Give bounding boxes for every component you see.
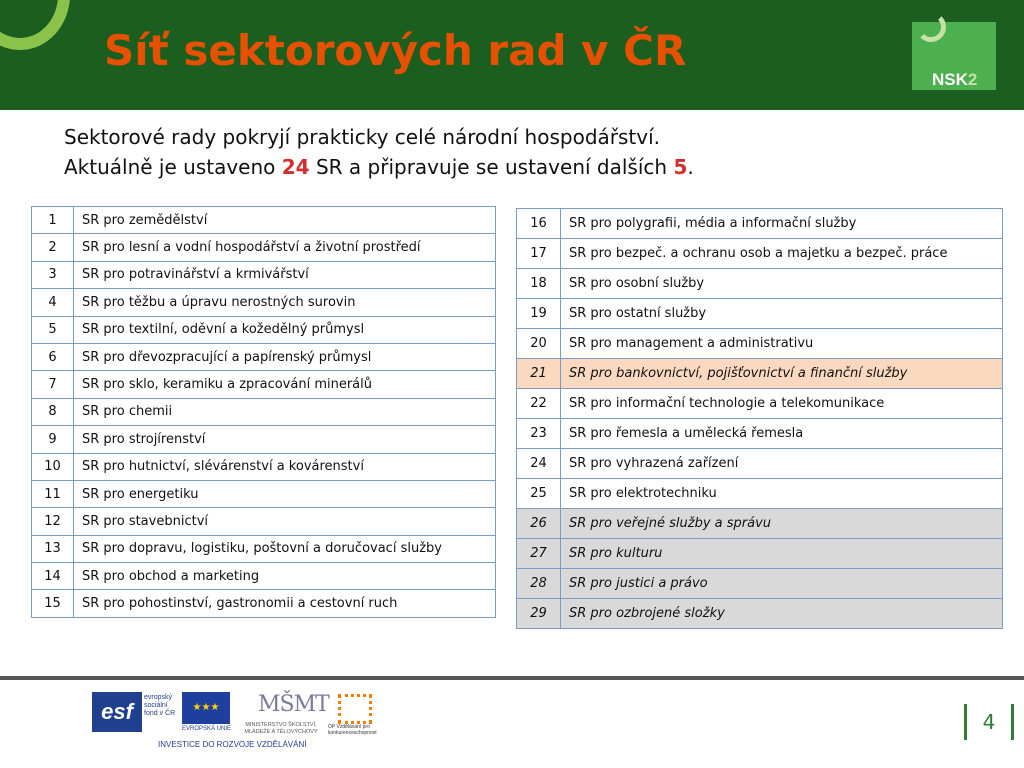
op-text: OP Vzdělávání pro konkurenceschopnost [328, 724, 377, 736]
table-row: 23 SR pro řemesla a umělecká řemesla [517, 419, 1003, 449]
table-row: 24 SR pro vyhrazená zařízení [517, 449, 1003, 479]
table-row: 6 SR pro dřevozpracující a papírenský průmysl [32, 343, 496, 370]
esf-logo: esf [92, 692, 142, 732]
count-planned: 5 [673, 155, 688, 179]
table-row: 5 SR pro textilní, oděvní a kožedělný průmysl [32, 316, 496, 343]
table-row: 16 SR pro polygrafii, média a informační služby [517, 209, 1003, 239]
op-logo-icon [338, 694, 372, 724]
eu-text: EVROPSKÁ UNIE [182, 726, 232, 732]
sector-councils-table-left [31, 206, 496, 618]
logo-arc-icon [916, 12, 946, 42]
table-row: 9 SR pro strojírenství [32, 426, 496, 453]
table-row: 2 SR pro lesní a vodní hospodářství a životní prostředí [32, 234, 496, 261]
table-row: 7 SR pro sklo, keramiku a zpracování minerálů [32, 371, 496, 398]
msmt-text: MINISTERSTVO ŠKOLSTVÍ, MLÁDEŽE A TĚLOVÝCHOVY [244, 722, 318, 735]
table-row-planned: 29 SR pro ozbrojené složky [517, 599, 1003, 629]
decorative-arc-icon [0, 0, 70, 50]
table-row: 18 SR pro osobní služby [517, 269, 1003, 299]
table-row-planned: 26 SR pro veřejné služby a správu [517, 509, 1003, 539]
footer-divider [0, 676, 1024, 680]
page-number: 4 [964, 704, 1014, 740]
table-row-highlighted: 21 SR pro bankovnictví, pojišťovnictví a finanční služby [517, 359, 1003, 389]
nsk2-logo [912, 22, 996, 90]
logo-text: NSK [932, 70, 968, 89]
table-row: 10 SR pro hutnictví, slévárenství a kovárenství [32, 453, 496, 480]
table-row: 11 SR pro energetiku [32, 480, 496, 507]
table-row: 13 SR pro dopravu, logistiku, poštovní a doručovací služby [32, 535, 496, 562]
slide-title: Síť sektorových rad v ČR [104, 26, 687, 75]
table-row-planned: 27 SR pro kulturu [517, 539, 1003, 569]
table-row: 15 SR pro pohostinství, gastronomii a cestovní ruch [32, 590, 496, 617]
intro-line-1: Sektorové rady pokryjí prakticky celé národní hospodářství. [64, 125, 661, 149]
table-row: 14 SR pro obchod a marketing [32, 563, 496, 590]
footer-logos [92, 692, 392, 752]
table-row: 25 SR pro elektrotechniku [517, 479, 1003, 509]
eu-flag-icon: ★★★ [182, 692, 230, 724]
table-row: 4 SR pro těžbu a úpravu nerostných surovin [32, 289, 496, 316]
table-row: 1 SR pro zemědělství [32, 207, 496, 234]
table-row: 12 SR pro stavebnictví [32, 508, 496, 535]
count-established: 24 [281, 155, 310, 179]
table-row: 17 SR pro bezpeč. a ochranu osob a majetku a bezpeč. práce [517, 239, 1003, 269]
msmt-logo: MŠMT [258, 692, 329, 717]
table-row-planned: 28 SR pro justici a právo [517, 569, 1003, 599]
investice-text: INVESTICE DO ROZVOJE VZDĚLÁVÁNÍ [158, 740, 307, 749]
esf-text: evropský sociální fond v ČR [144, 694, 176, 717]
logo-number: 2 [967, 70, 978, 89]
table-row: 3 SR pro potravinářství a krmivářství [32, 261, 496, 288]
sector-councils-table-right [516, 208, 1003, 629]
table-row: 19 SR pro ostatní služby [517, 299, 1003, 329]
intro-line-2: Aktuálně je ustaveno 24 SR a připravuje se ustavení dalších 5. [64, 155, 694, 179]
table-row: 20 SR pro management a administrativu [517, 329, 1003, 359]
table-row: 8 SR pro chemii [32, 398, 496, 425]
intro-text [64, 122, 964, 182]
slide-header [0, 0, 1024, 110]
table-row: 22 SR pro informační technologie a telekomunikace [517, 389, 1003, 419]
